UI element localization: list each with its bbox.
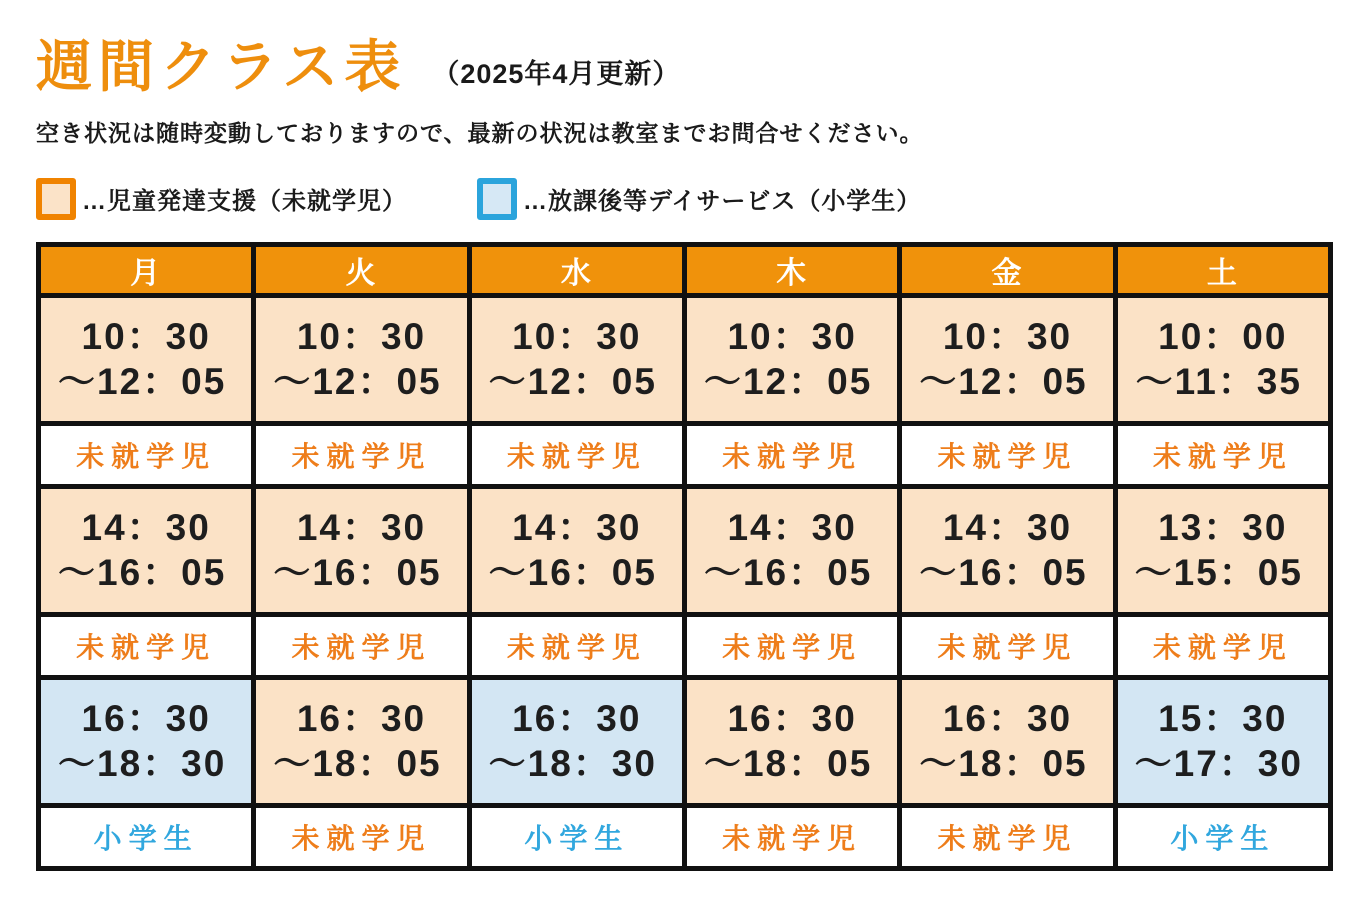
time-cell bbox=[39, 677, 254, 805]
time-start: 14：30 bbox=[512, 507, 642, 549]
legend-item-preschool bbox=[36, 178, 407, 220]
time-end: ～18：05 bbox=[703, 743, 873, 785]
label-cell: 未就学児 bbox=[900, 614, 1115, 677]
time-end: ～12：05 bbox=[488, 361, 657, 403]
label-row-afternoon bbox=[39, 614, 1331, 677]
time-start: 16：30 bbox=[512, 698, 642, 740]
label-row-evening bbox=[39, 805, 1331, 868]
elementary-swatch-icon bbox=[477, 178, 517, 220]
label-cell: 小学生 bbox=[39, 805, 254, 868]
time-end: ～18：05 bbox=[273, 743, 442, 785]
legend bbox=[36, 178, 1332, 220]
time-row-morning bbox=[39, 295, 1331, 423]
label-cell: 小学生 bbox=[1115, 805, 1330, 868]
label-cell: 未就学児 bbox=[469, 614, 684, 677]
label-cell: 未就学児 bbox=[900, 423, 1115, 486]
page-header bbox=[36, 35, 1332, 98]
time-cell bbox=[469, 486, 684, 614]
time-end: ～15：05 bbox=[1134, 552, 1303, 594]
time-end: ～17：30 bbox=[1134, 743, 1303, 785]
time-end: ～12：05 bbox=[703, 361, 873, 403]
time-end: ～16：05 bbox=[488, 552, 657, 594]
time-cell bbox=[900, 486, 1115, 614]
label-cell: 未就学児 bbox=[469, 423, 684, 486]
time-start: 10：30 bbox=[512, 316, 642, 358]
time-start: 10：30 bbox=[296, 316, 427, 358]
time-end: ～18：30 bbox=[58, 743, 227, 785]
time-end: ～11：35 bbox=[1135, 361, 1302, 403]
time-start: 10：30 bbox=[942, 316, 1073, 358]
time-start: 16：30 bbox=[942, 698, 1073, 740]
day-header-mon: 月 bbox=[39, 244, 254, 295]
weekly-schedule-table bbox=[36, 242, 1333, 871]
day-header-wed: 水 bbox=[469, 244, 684, 295]
time-row-evening bbox=[39, 677, 1331, 805]
day-header-sat: 土 bbox=[1115, 244, 1330, 295]
time-cell bbox=[684, 486, 899, 614]
time-cell bbox=[254, 295, 469, 423]
time-start: 14：30 bbox=[727, 507, 857, 549]
time-end: ～18：05 bbox=[919, 743, 1088, 785]
time-cell bbox=[469, 295, 684, 423]
time-cell bbox=[684, 295, 899, 423]
label-cell: 未就学児 bbox=[254, 423, 469, 486]
page-title: 週間クラス表 bbox=[36, 35, 407, 98]
time-start: 14：30 bbox=[81, 507, 211, 549]
time-start: 16：30 bbox=[296, 698, 427, 740]
preschool-swatch-icon bbox=[36, 178, 76, 220]
label-cell: 未就学児 bbox=[39, 614, 254, 677]
time-cell bbox=[1115, 486, 1330, 614]
label-cell: 未就学児 bbox=[254, 614, 469, 677]
time-cell bbox=[900, 677, 1115, 805]
updated-date: （2025年4月更新） bbox=[432, 58, 681, 89]
time-end: ～12：05 bbox=[58, 361, 227, 403]
time-cell bbox=[254, 677, 469, 805]
label-row-morning bbox=[39, 423, 1331, 486]
availability-note: 空き状況は随時変動しておりますので、最新の状況は教室までお問合せください。 bbox=[36, 119, 924, 146]
time-start: 10：00 bbox=[1158, 316, 1288, 358]
day-header-row bbox=[39, 244, 1331, 295]
day-header-thu: 木 bbox=[684, 244, 899, 295]
time-start: 13：30 bbox=[1158, 507, 1288, 549]
time-cell bbox=[39, 295, 254, 423]
time-cell bbox=[254, 486, 469, 614]
time-end: ～12：05 bbox=[919, 361, 1088, 403]
time-start: 10：30 bbox=[81, 316, 211, 358]
legend-item-elementary bbox=[477, 178, 921, 220]
legend-label-preschool: …児童発達支援（未就学児） bbox=[82, 188, 407, 216]
label-cell: 未就学児 bbox=[39, 423, 254, 486]
time-end: ～12：05 bbox=[273, 361, 442, 403]
label-cell: 未就学児 bbox=[684, 805, 899, 868]
label-cell: 未就学児 bbox=[1115, 423, 1330, 486]
time-cell bbox=[39, 486, 254, 614]
time-cell bbox=[900, 295, 1115, 423]
day-header-tue: 火 bbox=[254, 244, 469, 295]
label-cell: 未就学児 bbox=[684, 423, 899, 486]
time-start: 16：30 bbox=[81, 698, 211, 740]
label-cell: 未就学児 bbox=[254, 805, 469, 868]
label-cell: 小学生 bbox=[469, 805, 684, 868]
time-cell bbox=[684, 677, 899, 805]
time-start: 14：30 bbox=[942, 507, 1073, 549]
time-start: 16：30 bbox=[727, 698, 857, 740]
time-row-afternoon bbox=[39, 486, 1331, 614]
label-cell: 未就学児 bbox=[900, 805, 1115, 868]
time-end: ～16：05 bbox=[273, 552, 442, 594]
time-end: ～16：05 bbox=[58, 552, 227, 594]
time-end: ～18：30 bbox=[488, 743, 657, 785]
time-start: 14：30 bbox=[296, 507, 427, 549]
time-end: ～16：05 bbox=[703, 552, 873, 594]
legend-label-elementary: …放課後等デイサービス（小学生） bbox=[523, 188, 922, 216]
label-cell: 未就学児 bbox=[1115, 614, 1330, 677]
time-cell bbox=[1115, 677, 1330, 805]
day-header-fri: 金 bbox=[900, 244, 1115, 295]
time-start: 10：30 bbox=[727, 316, 857, 358]
time-cell bbox=[1115, 295, 1330, 423]
label-cell: 未就学児 bbox=[684, 614, 899, 677]
time-start: 15：30 bbox=[1158, 698, 1288, 740]
time-end: ～16：05 bbox=[919, 552, 1088, 594]
time-cell bbox=[469, 677, 684, 805]
